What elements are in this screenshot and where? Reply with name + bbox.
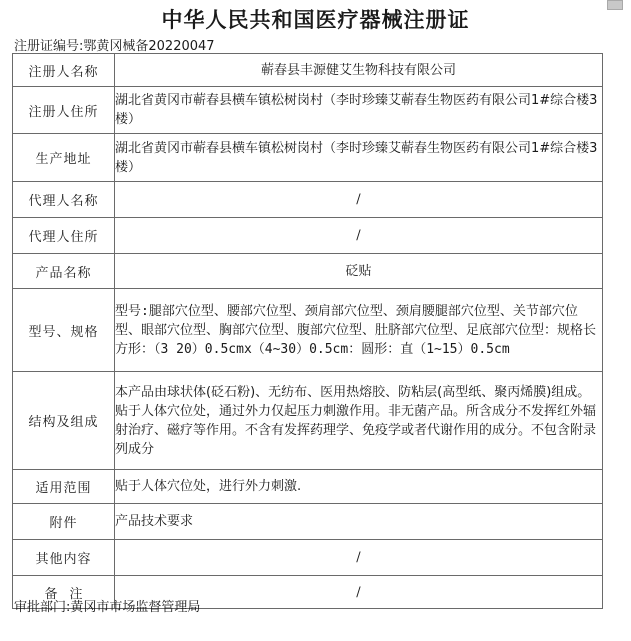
- row-label: 注册人住所: [13, 87, 115, 134]
- row-label: 代理人住所: [13, 218, 115, 254]
- table-row: [13, 254, 603, 289]
- row-label: 代理人名称: [13, 182, 115, 218]
- document-title: 中华人民共和国医疗器械注册证: [161, 7, 470, 32]
- row-label: 型号、规格: [13, 289, 115, 372]
- table-row: [13, 87, 603, 134]
- table-row: [13, 134, 603, 182]
- row-value: 湖北省黄冈市蕲春县横车镇松树岗村（李时珍臻艾蕲春生物医药有限公司1#综合楼3楼）: [115, 87, 603, 134]
- row-value: /: [115, 576, 603, 609]
- row-value: /: [115, 540, 603, 576]
- row-label: 备注: [13, 576, 115, 609]
- registration-number: 注册证编号:鄂黄冈械备20220047: [14, 39, 215, 54]
- row-value: 产品技术要求: [115, 504, 603, 540]
- table-row: [13, 182, 603, 218]
- registration-table: [12, 53, 603, 609]
- row-value: 型号:腿部穴位型、腰部穴位型、颈肩部穴位型、颈肩腰腿部穴位型、关节部穴位型、眼部穴位型、胸部穴位型、腹部穴位型、肚脐部穴位型、足底部穴位型：规格长方形：（3 20）0.5cmx（4~30）0.5cm：圆形：直（1~15）0.5cm: [115, 289, 603, 372]
- table-row: [13, 540, 603, 576]
- table-row: [13, 54, 603, 87]
- table-row: [13, 504, 603, 540]
- row-value: 贴于人体穴位处，进行外力刺激.: [115, 470, 603, 504]
- row-label: 产品名称: [13, 254, 115, 289]
- row-label: 附件: [13, 504, 115, 540]
- row-label: 生产地址: [13, 134, 115, 182]
- row-value: 砭贴: [115, 254, 603, 289]
- row-value: 蕲春县丰源健艾生物科技有限公司: [115, 54, 603, 87]
- table-row: [13, 289, 603, 372]
- corner-mark: [607, 0, 623, 10]
- approval-department: 审批部门:黄冈市市场监督管理局: [14, 600, 201, 615]
- row-label: 注册人名称: [13, 54, 115, 87]
- row-value: 湖北省黄冈市蕲春县横车镇松树岗村（李时珍臻艾蕲春生物医药有限公司1#综合楼3楼）: [115, 134, 603, 182]
- row-label: 其他内容: [13, 540, 115, 576]
- table-row: [13, 372, 603, 470]
- row-value: /: [115, 218, 603, 254]
- table-row: [13, 470, 603, 504]
- row-label: 适用范围: [13, 470, 115, 504]
- row-value: 本产品由球状体(砭石粉)、无纺布、医用热熔胶、防粘层(高型纸、聚丙烯膜)组成。贴于人体穴位处，通过外力仅起压力刺激作用。非无菌产品。所含成分不发挥红外辐射治疗、磁疗等作用。不含有发挥药理学、免疫学或者代谢作用的成分。不包含附录列成分: [115, 372, 603, 470]
- table-row: [13, 218, 603, 254]
- row-value: /: [115, 182, 603, 218]
- row-label: 结构及组成: [13, 372, 115, 470]
